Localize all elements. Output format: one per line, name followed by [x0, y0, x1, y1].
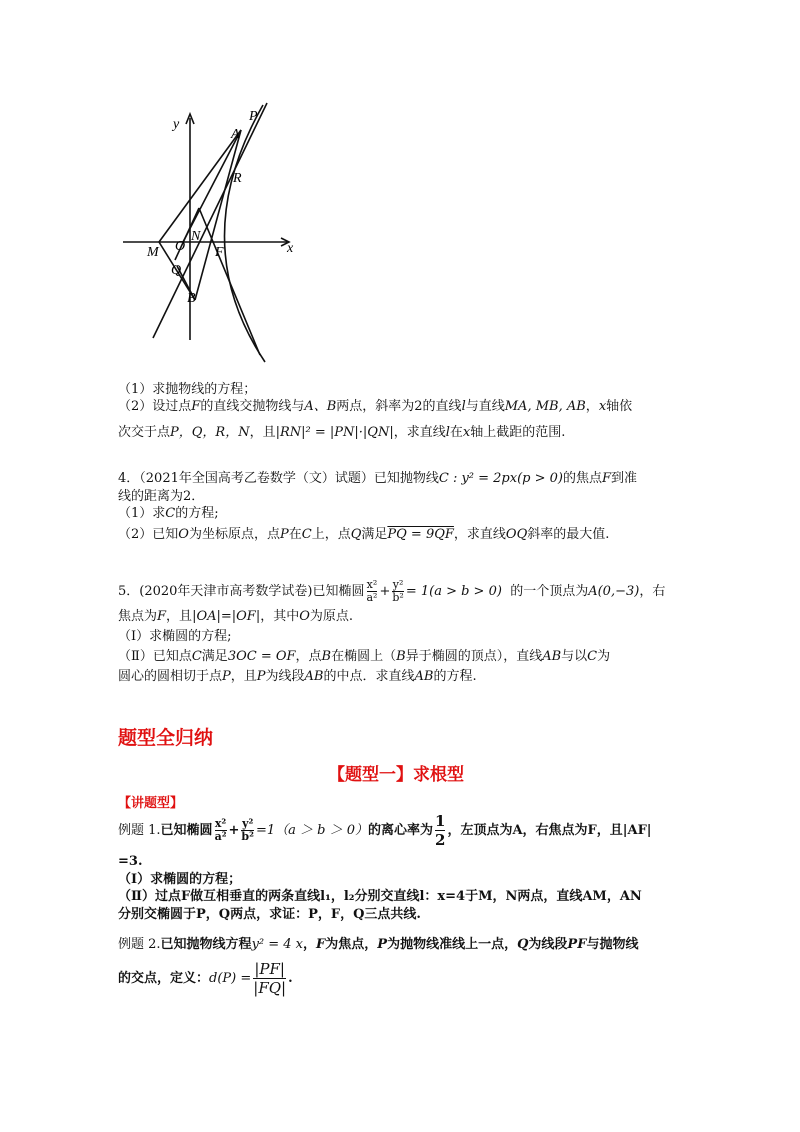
label-q: Q [171, 263, 182, 278]
line-lower [199, 208, 260, 355]
p5-line4: 圆心的圆相切于点P，且P为线段AB的中点．求直线AB的方程. [118, 669, 477, 684]
p3-part2: （2）设过点F的直线交抛物线与A、B两点，斜率为2的直线l与直线MA, MB, AB，x轴依 [118, 399, 633, 414]
p4-line2: 线的距离为2． [118, 489, 205, 504]
p4-part2: （2）已知O为坐标原点，点P在C上，点Q满足PQ = 9QF，求直线OQ斜率的最大值. [118, 527, 610, 542]
p4-line1: 4．（2021年全国高考乙卷数学（文）试题）已知抛物线C : y² = 2px(p > 0)的焦点F到准 [118, 471, 638, 486]
type-title: 【题型一】求根型 [328, 765, 464, 785]
sub-title: 【讲题型】 [118, 796, 184, 811]
label-r: R [233, 171, 242, 186]
line-l [153, 103, 267, 338]
label-n: N [191, 229, 201, 244]
label-f: F [215, 245, 224, 260]
example2-line1: 例题 2.已知抛物线方程y² = 4 x，F为焦点，P为抛物线准线上一点，Q为线段PF与抛物线 [118, 937, 639, 952]
example1-part1: （Ⅰ）求椭圆的方程； [118, 872, 242, 887]
p3-line3: 次交于点P，Q，R，N，且|RN|² = |PN|·|QN|，求直线l在x轴上截距的范围. [118, 425, 566, 440]
label-b: B [187, 291, 196, 306]
label-p: P [249, 109, 258, 124]
p5-part2: （Ⅱ）已知点C满足3OC = OF，点B在椭圆上（B异于椭圆的顶点），直线AB与以C为 [118, 649, 611, 664]
line-ma [159, 130, 241, 242]
example1-line2: =3. [118, 854, 143, 869]
p5-line1: 5．(2020年天津市高考数学试卷)已知椭圆 $\frac{\text{x²}}{\text{a²}}$ + $\frac{\text{y²}}{\text{b²}}$ = 1(a > b > 0) 的一个顶点为A(0,−3)，右 [118, 578, 666, 604]
p3-part1: （1）求抛物线的方程； [118, 382, 257, 397]
example2-line2: 的交点，定义：d(P) = $\frac{|PF|}{|FQ|}$ . [118, 960, 293, 997]
label-a: A [231, 127, 240, 142]
section-title: 题型全归纳 [118, 727, 214, 749]
example1-line1: 例题 1.已知椭圆 $\frac{\text{x²}}{\text{a²}}$ + $\frac{\text{y²}}{\text{b²}}$ =1（a ＞ b ＞ 0）的离心率为 $\frac{1}{2}$ ，左顶点为A，右焦点为F，且|AF| [118, 812, 652, 849]
label-x: x [287, 241, 294, 256]
p5-part1: （Ⅰ）求椭圆的方程; [118, 629, 232, 644]
example1-part2: （Ⅱ）过点F做互相垂直的两条直线l₁，l₂分别交直线l：x=4于M，N两点，直线AM，AN [118, 889, 642, 904]
p4-part1: （1）求C的方程; [118, 506, 219, 521]
label-o: O [175, 239, 186, 254]
example1-part2-line2: 分别交椭圆于P，Q两点，求证：P，F，Q三点共线. [118, 907, 421, 922]
label-m: M [147, 245, 159, 260]
label-y: y [173, 117, 180, 132]
p5-line2: 焦点为F，且|OA|=|OF|，其中O为原点. [118, 609, 354, 624]
parabola-figure [115, 100, 305, 370]
